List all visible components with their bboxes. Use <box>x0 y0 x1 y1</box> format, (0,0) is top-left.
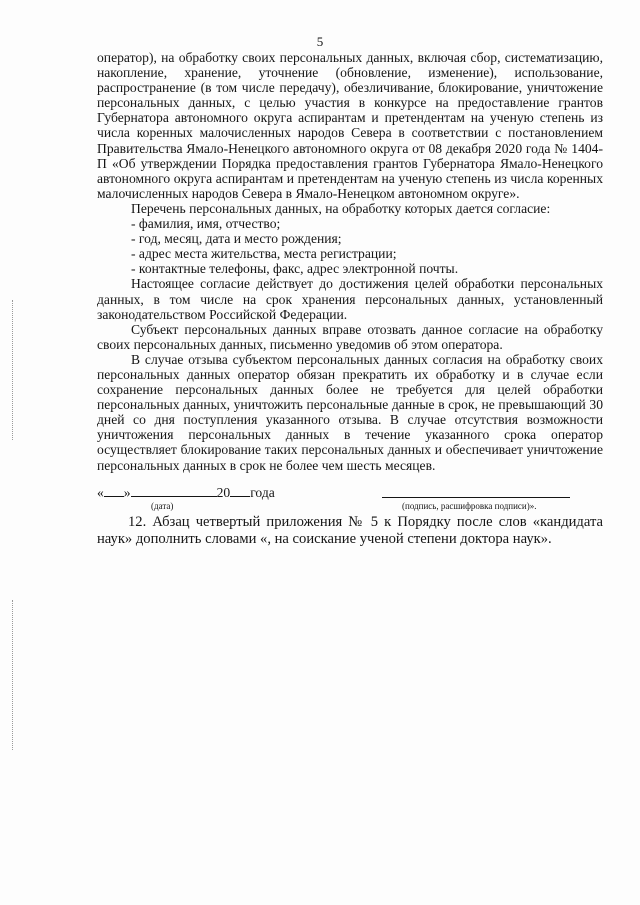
paragraph-withdraw: Субъект персональных данных вправе отозвать данное согласие на обработку своих персональных данных, письменно уведомив об этом оператора. <box>97 321 603 352</box>
date-caption: (дата) <box>151 500 174 511</box>
list-item: - адрес места жительства, места регистрации; <box>131 246 397 262</box>
scan-edge-mark <box>12 600 14 750</box>
month-blank <box>131 484 217 497</box>
signature-row <box>97 484 603 500</box>
year-blank <box>230 484 250 497</box>
data-list-intro: Перечень персональных данных, на обработку которых дается согласие: <box>131 200 551 216</box>
amendment-block <box>97 514 603 548</box>
paragraph-validity: Настоящее согласие действует до достижения целей обработки персональных данных, в том числе на срок хранения персональных данных, установленный законодательством Российской Федерации. <box>97 276 603 322</box>
caption-row <box>97 500 603 512</box>
list-item: - контактные телефоны, факс, адрес электронной почты. <box>131 261 459 277</box>
signature-line <box>382 497 570 498</box>
day-blank <box>104 484 124 497</box>
year-prefix: 20 <box>216 484 231 500</box>
paragraph-consent: оператор), на обработку своих персональных данных, включая сбор, систематизацию, накопление, хранение, уточнение (обновление, изменение), использование, распространение (в том числе передачу), обезличивание, блокирование, уничтожение персональных данных, с целью участия в конкурсе на предоставление грантов Губернатора автономного округа аспирантам и претендентам на ученую степень из числа коренных малочисленных народов Севера в соответствии с постановлением Правительства Ямало-Ненецкого автономного округа от 08 декабря 2020 года № 1404-П «Об утверждении Порядка предоставления грантов Губернатора Ямало-Ненецкого автономного округа аспирантам и претендентам на ученую степень из числа коренных малочисленных народов Севера в Ямало-Ненецком автономном округе». <box>97 50 603 201</box>
page-number: 5 <box>316 34 324 49</box>
paragraph-revocation: В случае отзыва субъектом персональных данных согласия на обработку своих персональных данных оператор обязан прекратить их обработку и в случае если сохранение персональных данных более не требуется для целей обработки персональных данных, уничтожить персональные данные в срок, не превышающий 30 дней со дня поступления указанного отзыва. В случае отсутствия возможности уничтожения персональных данных в течение указанного срока оператор осуществляет блокирование таких персональных данных и обеспечивает уничтожение персональных данных в срок не более чем шесть месяцев. <box>97 351 603 473</box>
date-quote-open: « <box>97 484 104 500</box>
year-suffix: года <box>250 484 275 500</box>
amendment-paragraph: 12. Абзац четвертый приложения № 5 к Порядку после слов «кандидата наук» дополнить словами «, на соискание ученой степени доктора наук». <box>97 513 603 547</box>
date-field <box>97 484 275 500</box>
date-quote-close: » <box>123 484 131 500</box>
scan-edge-mark <box>12 300 14 440</box>
signature-caption: (подпись, расшифровка подписи)». <box>402 500 537 511</box>
list-item: - фамилия, имя, отчество; <box>131 216 281 232</box>
list-item: - год, месяц, дата и место рождения; <box>131 231 342 247</box>
document-body <box>97 50 603 548</box>
